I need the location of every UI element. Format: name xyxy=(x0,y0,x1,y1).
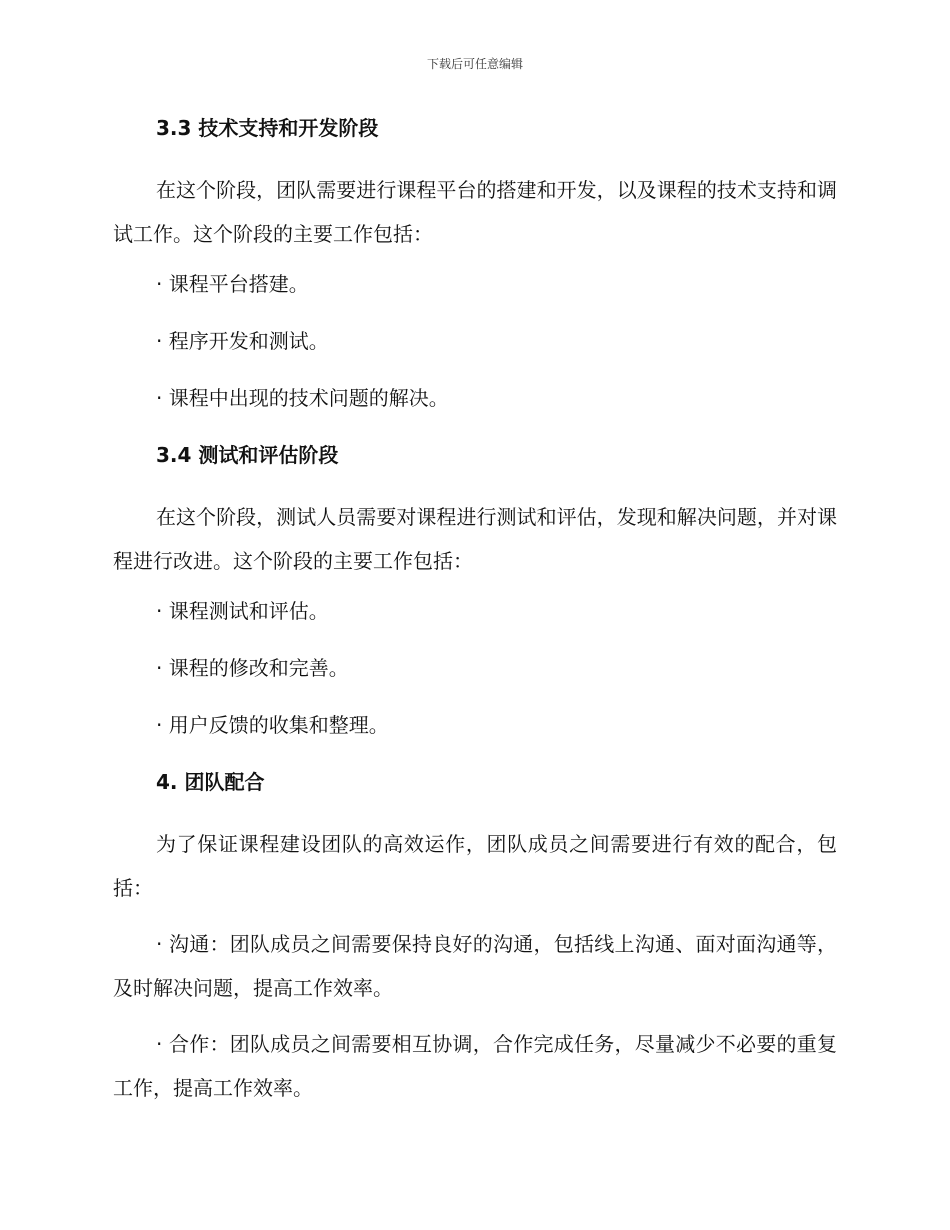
bullet-item: · 课程测试和评估。 xyxy=(156,599,329,623)
bullet-item-long: · 沟通：团队成员之间需要保持良好的沟通，包括线上沟通、面对面沟通等，及时解决问题，提高工作效率。 xyxy=(113,932,837,1000)
section-paragraph: 在这个阶段，团队需要进行课程平台的搭建和开发，以及课程的技术支持和调试工作。这个阶段的主要工作包括： xyxy=(113,178,837,246)
section-heading-3-4: 3.4 测试和评估阶段 xyxy=(156,443,339,467)
bullet-item: · 用户反馈的收集和整理。 xyxy=(156,713,389,737)
bullet-item: · 程序开发和测试。 xyxy=(156,329,329,353)
section-heading-3-3: 3.3 技术支持和开发阶段 xyxy=(156,116,379,140)
document-body xyxy=(113,112,837,1122)
section-heading-4: 4. 团队配合 xyxy=(156,770,265,794)
section-paragraph: 在这个阶段，测试人员需要对课程进行测试和评估，发现和解决问题，并对课程进行改进。这个阶段的主要工作包括： xyxy=(113,505,837,573)
bullet-item-long: · 合作：团队成员之间需要相互协调，合作完成任务，尽量减少不必要的重复工作，提高工作效率。 xyxy=(113,1032,837,1100)
section-paragraph: 为了保证课程建设团队的高效运作，团队成员之间需要进行有效的配合，包括： xyxy=(113,832,837,900)
bullet-item: · 课程中出现的技术问题的解决。 xyxy=(156,386,449,410)
bullet-item: · 课程平台搭建。 xyxy=(156,272,309,296)
bullet-item: · 课程的修改和完善。 xyxy=(156,656,349,680)
page-header: 下载后可任意编辑 xyxy=(426,57,523,71)
